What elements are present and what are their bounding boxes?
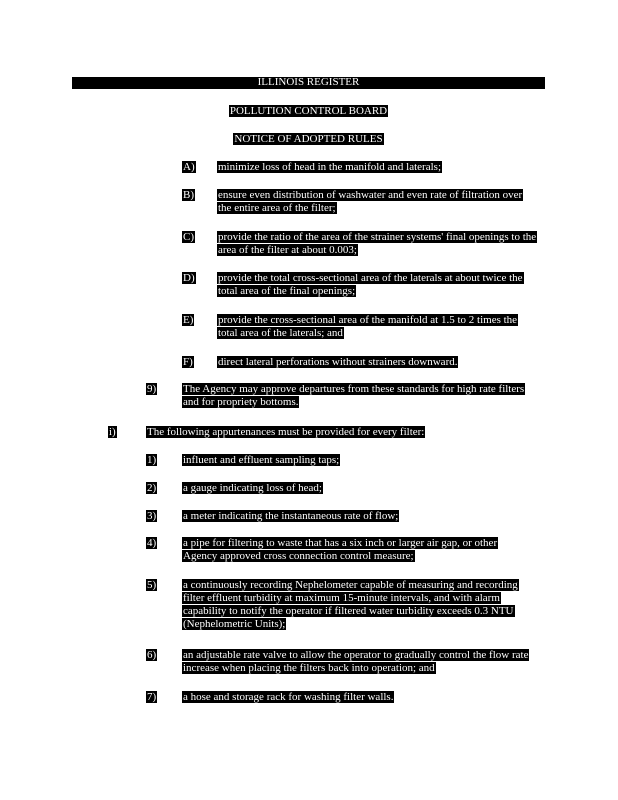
subitem-d: [217, 272, 539, 298]
appurtenance-text: a pipe for filtering to waste that has a six inch or larger air gap, or other Agency approved cross connection control measure;: [183, 537, 498, 562]
section-i-label-wrap: [108, 426, 117, 439]
board-name-wrap: [72, 105, 545, 118]
notice-title-wrap: [72, 133, 545, 146]
subitem-label: B): [183, 189, 194, 201]
appurtenance-label: 3): [147, 510, 157, 522]
subitem-a-label-wrap: [182, 161, 196, 174]
appurtenance-1-label-wrap: [146, 454, 157, 467]
appurtenance-label: 1): [147, 454, 157, 466]
subitem-e: [217, 314, 535, 340]
appurtenance-text: influent and effluent sampling taps;: [183, 454, 340, 466]
appurtenance-text: an adjustable rate valve to allow the operator to gradually control the flow rate increase when placing the filters back into operation; and: [183, 649, 529, 674]
appurtenance-3: [182, 510, 532, 523]
subitem-b-label-wrap: [182, 189, 195, 202]
appurtenance-1: [182, 454, 532, 467]
subitem-label: D): [183, 272, 195, 284]
appurtenance-4: [182, 537, 532, 563]
notice-title: NOTICE OF ADOPTED RULES: [234, 133, 383, 145]
subitem-text: minimize loss of head in the manifold and laterals;: [218, 161, 441, 173]
appurtenance-2-label-wrap: [146, 482, 157, 495]
subitem-label: F): [183, 356, 193, 368]
section-i: [146, 426, 526, 439]
appurtenance-6-label-wrap: [146, 649, 157, 662]
item-label: 9): [147, 383, 157, 395]
item-9-label-wrap: [146, 383, 157, 396]
appurtenance-3-label-wrap: [146, 510, 157, 523]
subitem-text: provide the total cross-sectional area of the laterals at about twice the total area of the final openings;: [218, 272, 523, 297]
appurtenance-text: a hose and storage rack for washing filter walls.: [183, 691, 394, 703]
appurtenance-4-label-wrap: [146, 537, 157, 550]
appurtenance-label: 4): [147, 537, 157, 549]
item-text: The Agency may approve departures from these standards for high rate filters and for propriety bottoms.: [183, 383, 525, 408]
subitem-label: E): [183, 314, 194, 326]
appurtenance-6: [182, 649, 544, 675]
subitem-text: provide the cross-sectional area of the manifold at 1.5 to 2 times the total area of the laterals; and: [218, 314, 518, 339]
appurtenance-7: [182, 691, 532, 704]
appurtenance-text: a continuously recording Nephelometer capable of measuring and recording filter effluent turbidity at maximum 15-minute intervals, and with alarm capability to notify the operator if filtered water turbidity exceeds 0.3 NTU (Nephelometric Units);: [183, 579, 518, 630]
register-title: ILLINOIS REGISTER: [257, 76, 360, 88]
board-name: POLLUTION CONTROL BOARD: [229, 105, 388, 117]
subitem-text: direct lateral perforations without strainers downward.: [218, 356, 458, 368]
appurtenance-5-label-wrap: [146, 579, 157, 592]
appurtenance-text: a gauge indicating loss of head;: [183, 482, 322, 494]
section-label: i): [109, 426, 116, 438]
subitem-f-label-wrap: [182, 356, 194, 369]
subitem-label: C): [183, 231, 194, 243]
subitem-a: [217, 161, 537, 174]
subitem-text: ensure even distribution of washwater and even rate of filtration over the entire area of the filter;: [218, 189, 523, 214]
appurtenance-label: 7): [147, 691, 157, 703]
appurtenance-5: [182, 579, 532, 631]
subitem-c-label-wrap: [182, 231, 195, 244]
subitem-d-label-wrap: [182, 272, 196, 285]
appurtenance-7-label-wrap: [146, 691, 157, 704]
appurtenance-2: [182, 482, 532, 495]
appurtenance-label: 6): [147, 649, 157, 661]
subitem-text: provide the ratio of the area of the strainer systems' final openings to the area of the filter at about 0.003;: [218, 231, 537, 256]
subitem-label: A): [183, 161, 195, 173]
subitem-b: [217, 189, 537, 215]
section-text: The following appurtenances must be provided for every filter:: [147, 426, 425, 438]
item-9: [182, 383, 532, 409]
appurtenance-text: a meter indicating the instantaneous rate of flow;: [183, 510, 399, 522]
appurtenance-label: 5): [147, 579, 157, 591]
subitem-c: [217, 231, 545, 257]
subitem-f: [217, 356, 547, 369]
subitem-e-label-wrap: [182, 314, 194, 327]
appurtenance-label: 2): [147, 482, 157, 494]
